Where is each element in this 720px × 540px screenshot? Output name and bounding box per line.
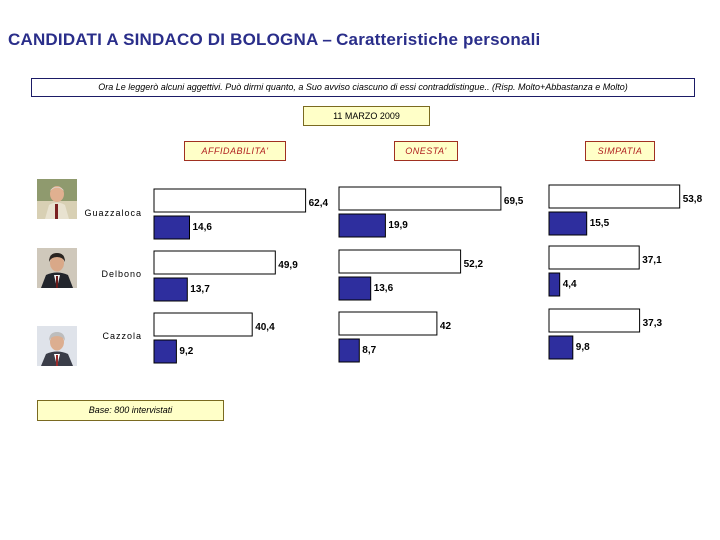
value-label-molto-guazzaloca-onesta: 19,9 xyxy=(388,220,408,231)
bar-total-cazzola-onesta xyxy=(339,312,437,335)
bar-molto-guazzaloca-affidabilita xyxy=(154,216,190,239)
bar-molto-guazzaloca-onesta xyxy=(339,214,385,237)
value-label-total-cazzola-simpatia: 37,3 xyxy=(642,318,663,329)
value-label-molto-delbono-onesta: 13,6 xyxy=(373,283,394,294)
bar-total-cazzola-simpatia xyxy=(549,309,640,332)
value-label-molto-delbono-affidabilita: 13,7 xyxy=(190,284,210,295)
bar-total-guazzaloca-simpatia xyxy=(549,185,680,208)
value-label-total-guazzaloca-onesta: 69,5 xyxy=(503,196,524,207)
value-label-molto-guazzaloca-simpatia: 15,5 xyxy=(589,218,610,229)
question-box: Ora Le leggerò alcuni aggettivi. Può dirmi quanto, a Suo avviso ciascuno di essi contraddistingue.. (Risp. Molto+Abbastanza e Molto) xyxy=(31,78,695,97)
bar-total-guazzaloca-affidabilita xyxy=(154,189,306,212)
value-label-total-delbono-onesta: 52,2 xyxy=(463,259,484,270)
bar-total-cazzola-affidabilita xyxy=(154,313,252,336)
value-label-total-delbono-affidabilita: 49,9 xyxy=(278,260,298,271)
bar-molto-cazzola-onesta xyxy=(339,339,359,362)
bar-molto-guazzaloca-simpatia xyxy=(549,212,587,235)
bar-molto-delbono-affidabilita xyxy=(154,278,187,301)
bar-total-delbono-simpatia xyxy=(549,246,639,269)
value-label-total-cazzola-onesta: 42 xyxy=(439,321,452,332)
value-label-total-delbono-simpatia: 37,1 xyxy=(642,255,662,266)
date-box: 11 MARZO 2009 xyxy=(303,106,430,126)
category-label-simpatia: SIMPATIA xyxy=(585,141,655,161)
value-label-total-cazzola-affidabilita: 40,4 xyxy=(255,322,275,333)
value-label-total-guazzaloca-simpatia: 53,8 xyxy=(682,194,703,205)
base-note: Base: 800 intervistati xyxy=(37,400,224,421)
title-separator: – xyxy=(322,30,333,49)
value-label-molto-cazzola-simpatia: 9,8 xyxy=(575,342,590,353)
value-label-molto-cazzola-affidabilita: 9,2 xyxy=(179,346,194,357)
title-main: CANDIDATI A SINDACO DI BOLOGNA xyxy=(8,30,319,49)
bar-total-delbono-onesta xyxy=(339,250,461,273)
candidate-name-delbono: Delbono xyxy=(101,269,142,279)
bar-molto-cazzola-simpatia xyxy=(549,336,573,359)
bar-total-delbono-affidabilita xyxy=(154,251,275,274)
candidate-name-cazzola: Cazzola xyxy=(102,331,142,341)
value-label-molto-delbono-simpatia: 4,4 xyxy=(562,279,577,290)
category-label-onesta: ONESTA' xyxy=(394,141,458,161)
bar-molto-delbono-simpatia xyxy=(549,273,560,296)
value-label-molto-cazzola-onesta: 8,7 xyxy=(362,345,377,356)
title-sub: Caratteristiche personali xyxy=(336,30,541,49)
candidate-name-guazzaloca: Guazzaloca xyxy=(84,208,142,218)
bar-molto-cazzola-affidabilita xyxy=(154,340,176,363)
category-label-affidabilita: AFFIDABILITA' xyxy=(184,141,286,161)
bar-total-guazzaloca-onesta xyxy=(339,187,501,210)
bar-molto-delbono-onesta xyxy=(339,277,371,300)
value-label-molto-guazzaloca-affidabilita: 14,6 xyxy=(192,222,212,233)
value-label-total-guazzaloca-affidabilita: 62,4 xyxy=(308,198,329,209)
